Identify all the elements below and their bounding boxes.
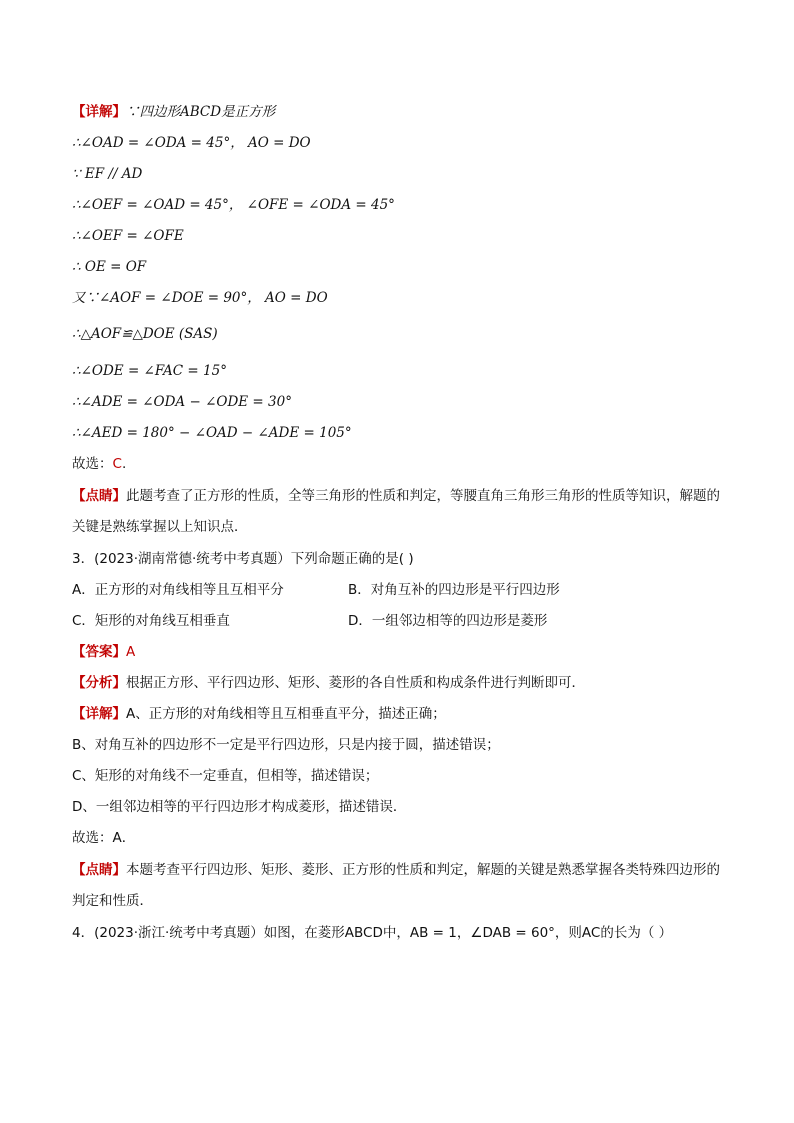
detail-line: D、一组邻边相等的平行四边形才构成菱形，描述错误． — [72, 799, 407, 815]
choice-prefix: 故选： — [72, 830, 113, 846]
choice-line — [72, 455, 126, 473]
choice-letter: C — [112, 456, 122, 472]
comment-tag: 【点睛】 — [72, 862, 126, 878]
answer-tag: 【答案】 — [72, 644, 126, 660]
solution-step: ∴△AOF≌△DOE (SAS) — [72, 326, 218, 342]
solution-step: ∴∠OAD = ∠ODA = 45°， AO = DO — [72, 135, 311, 151]
analysis-tag: 【分析】 — [72, 675, 126, 691]
choice-line — [72, 829, 135, 847]
detail-line — [72, 705, 446, 723]
solution-step: ∴∠OEF = ∠OFE — [72, 228, 184, 244]
option-b: B．对角互补的四边形是平行四边形 — [348, 582, 560, 598]
detail-line: B、对角互补的四边形不一定是平行四边形，只是内接于圆，描述错误； — [72, 737, 500, 753]
option-c: C．矩形的对角线互相垂直 — [72, 613, 230, 629]
option-a: A．正方形的对角线相等且互相平分 — [72, 582, 284, 598]
solution-step: ∵ EF // AD — [72, 166, 143, 182]
detail-tag: 【详解】 — [72, 104, 126, 120]
analysis-text: 根据正方形、平行四边形、矩形、菱形的各自性质和构成条件进行判断即可． — [126, 675, 585, 691]
comment-text: 本题考查平行四边形、矩形、菱形、正方形的性质和判定，解题的关键是熟悉掌握各类特殊四边形的判定和性质． — [72, 862, 720, 909]
choice-suffix: . — [121, 456, 127, 472]
detail-line-1 — [72, 103, 275, 121]
answer-line — [72, 643, 135, 661]
comment-tag: 【点睛】 — [72, 488, 126, 504]
question-3-stem: 3．(2023·湖南常德·统考中考真题）下列命题正确的是( ) — [72, 551, 414, 567]
detail-text: A、正方形的对角线相等且互相垂直平分，描述正确； — [126, 706, 446, 722]
analysis-line — [72, 674, 585, 692]
choice-prefix: 故选： — [72, 456, 113, 472]
solution-step: ∵四边形ABCD是正方形 — [126, 104, 276, 120]
choice-value: A． — [112, 830, 136, 846]
solution-step: ∴∠ODE = ∠FAC = 15° — [72, 363, 227, 379]
answer-value: A — [126, 644, 136, 660]
comment-text: 此题考查了正方形的性质，全等三角形的性质和判定，等腰直角三角形三角形的性质等知识，解题的关键是熟练掌握以上知识点． — [72, 488, 720, 535]
detail-line: C、矩形的对角线不一定垂直，但相等，描述错误； — [72, 768, 379, 784]
solution-step: ∴∠AED = 180° − ∠OAD − ∠ADE = 105° — [72, 425, 352, 441]
solution-step: 又∵∠AOF = ∠DOE = 90°， AO = DO — [72, 290, 328, 306]
solution-step: ∴ OE = OF — [72, 259, 147, 275]
solution-step: ∴∠OEF = ∠OAD = 45°， ∠OFE = ∠ODA = 45° — [72, 197, 395, 213]
comment-paragraph — [72, 481, 722, 543]
solution-step: ∴∠ADE = ∠ODA − ∠ODE = 30° — [72, 394, 292, 410]
option-d: D．一组邻边相等的四边形是菱形 — [348, 613, 548, 629]
question-4-stem: 4．(2023·浙江·统考中考真题）如图，在菱形ABCD中，AB = 1，∠DAB = 60°，则AC的长为（ ） — [72, 925, 673, 941]
comment-paragraph — [72, 855, 722, 917]
detail-tag: 【详解】 — [72, 706, 126, 722]
